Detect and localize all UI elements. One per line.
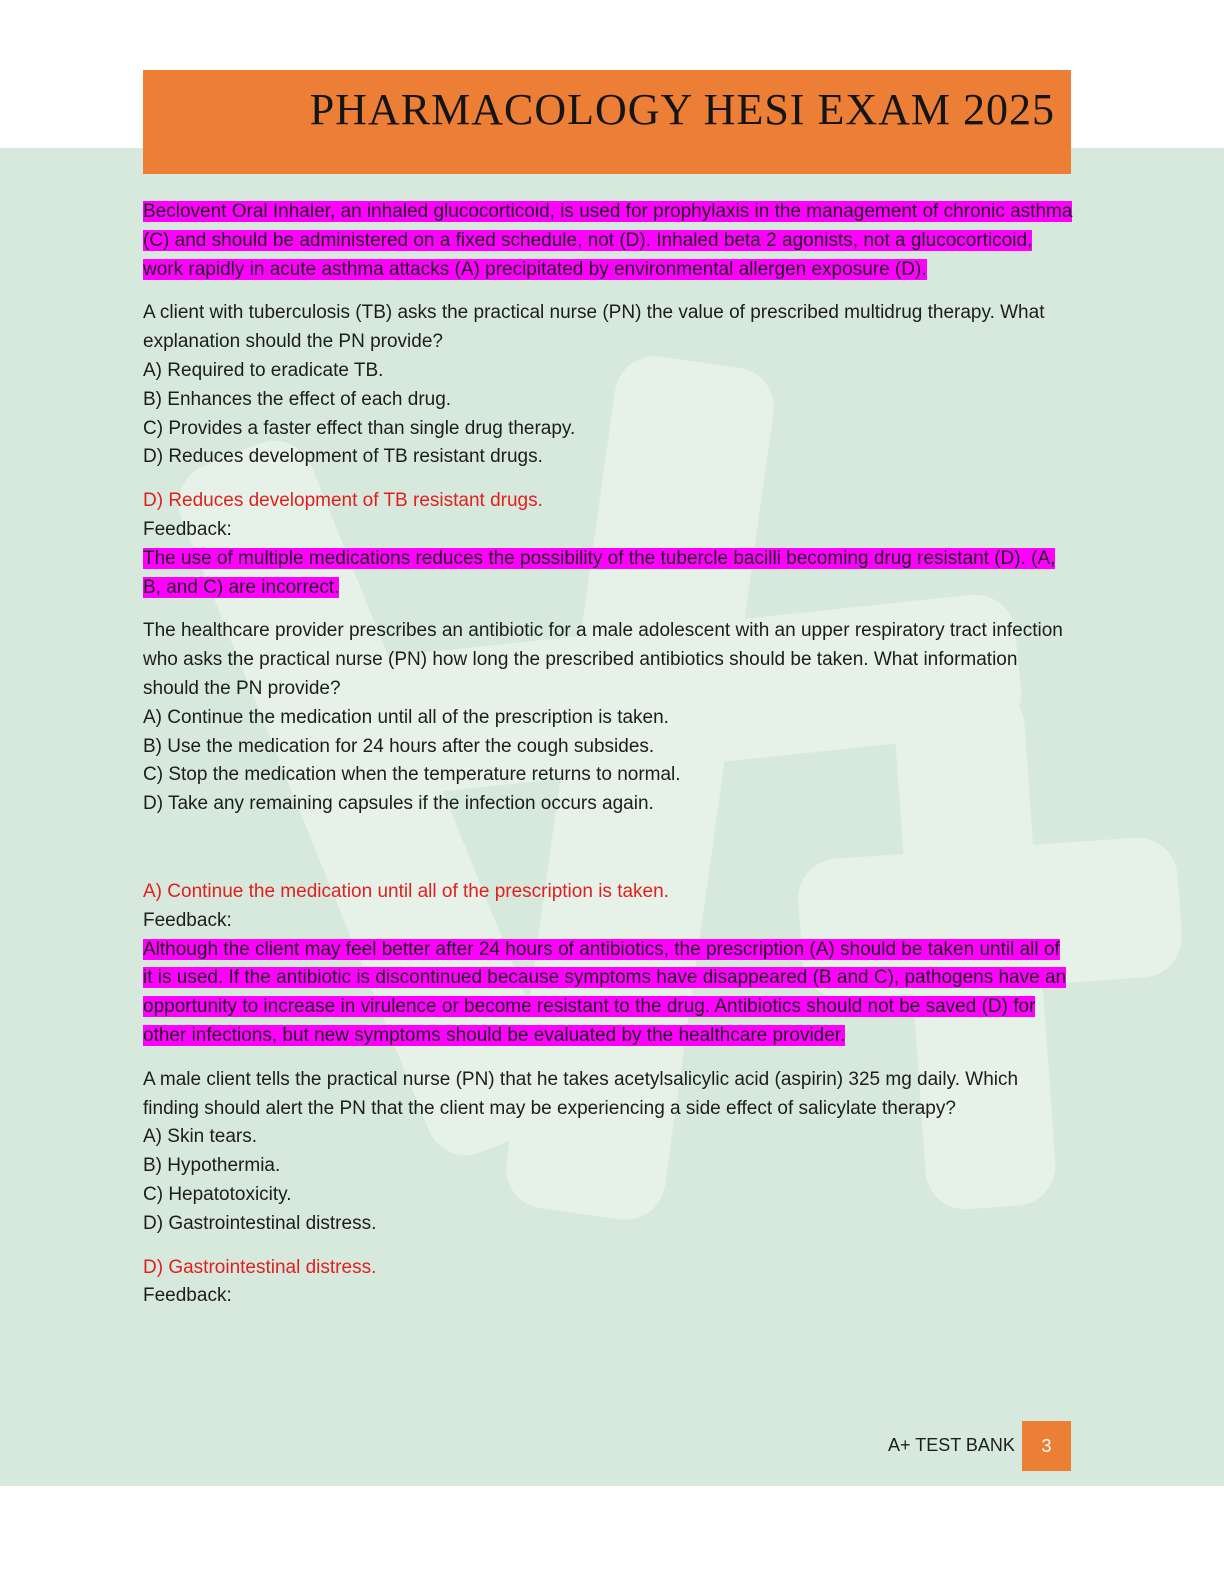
option-b: B) Use the medication for 24 hours after the cough subsides. [143, 735, 655, 757]
blank-space [143, 834, 1073, 878]
option-a: A) Skin tears. [143, 1126, 258, 1148]
question-text: A client with tuberculosis (TB) asks the practical nurse (PN) the value of prescribed multidrug therapy. What explanation should the PN provide? [143, 302, 1045, 353]
option-b: B) Enhances the effect of each drug. [143, 388, 452, 410]
feedback-label: Feedback: [143, 1285, 232, 1307]
footer-label: A+ TEST BANK [888, 1435, 1015, 1455]
option-d: D) Gastrointestinal distress. [143, 1212, 377, 1234]
document-body [143, 198, 1073, 1326]
correct-answer: D) Gastrointestinal distress. [143, 1256, 377, 1278]
rationale-block [143, 198, 1073, 284]
question-text: A male client tells the practical nurse (PN) that he takes acetylsalicylic acid (aspirin) 325 mg daily. Which finding should alert the PN that the client may be experiencing a side effect of salicylate therapy? [143, 1068, 1019, 1119]
correct-answer: A) Continue the medication until all of the prescription is taken. [143, 880, 669, 902]
header-bar [143, 70, 1071, 174]
answer-block [143, 878, 1073, 1051]
option-d: D) Reduces development of TB resistant drugs. [143, 446, 543, 468]
option-a: A) Required to eradicate TB. [143, 359, 384, 381]
option-c: C) Hepatotoxicity. [143, 1183, 292, 1205]
option-c: C) Provides a faster effect than single drug therapy. [143, 417, 576, 439]
question-text: The healthcare provider prescribes an antibiotic for a male adolescent with an upper respiratory tract infection who asks the practical nurse (PN) how long the prescribed antibiotics should be taken. What information should the PN provide? [143, 620, 1063, 699]
question-block [143, 617, 1073, 819]
option-a: A) Continue the medication until all of the prescription is taken. [143, 706, 669, 728]
feedback-text: The use of multiple medications reduces the possibility of the tubercle bacilli becoming drug resistant (D). (A, B, and C) are incorrect. [143, 547, 1056, 598]
feedback-label: Feedback: [143, 518, 232, 540]
correct-answer: D) Reduces development of TB resistant drugs. [143, 490, 543, 512]
document-title: PHARMACOLOGY HESI EXAM 2025 [309, 85, 1055, 134]
highlighted-rationale: Beclovent Oral Inhaler, an inhaled glucocorticoid, is used for prophylaxis in the management of chronic asthma (C) and should be administered on a fixed schedule, not (D). Inhaled beta 2 agonists, not a glucocorticoid, work rapidly in acute asthma attacks (A) precipitated by environmental allergen exposure (D). [143, 201, 1073, 280]
question-block [143, 299, 1073, 472]
answer-block [143, 487, 1073, 602]
page-number: 3 [1022, 1421, 1071, 1471]
feedback-label: Feedback: [143, 909, 232, 931]
option-d: D) Take any remaining capsules if the infection occurs again. [143, 793, 654, 815]
question-block [143, 1066, 1073, 1239]
feedback-text: Although the client may feel better after 24 hours of antibiotics, the prescription (A) should be taken until all of it is used. If the antibiotic is discontinued because symptoms have disappeared (B and C), pathogens have an opportunity to increase in virulence or become resistant to the drug. Antibiotics should not be saved (D) for other infections, but new symptoms should be evaluated by the healthcare provider. [143, 938, 1067, 1046]
option-b: B) Hypothermia. [143, 1155, 281, 1177]
option-c: C) Stop the medication when the temperature returns to normal. [143, 764, 681, 786]
answer-block [143, 1254, 1073, 1312]
